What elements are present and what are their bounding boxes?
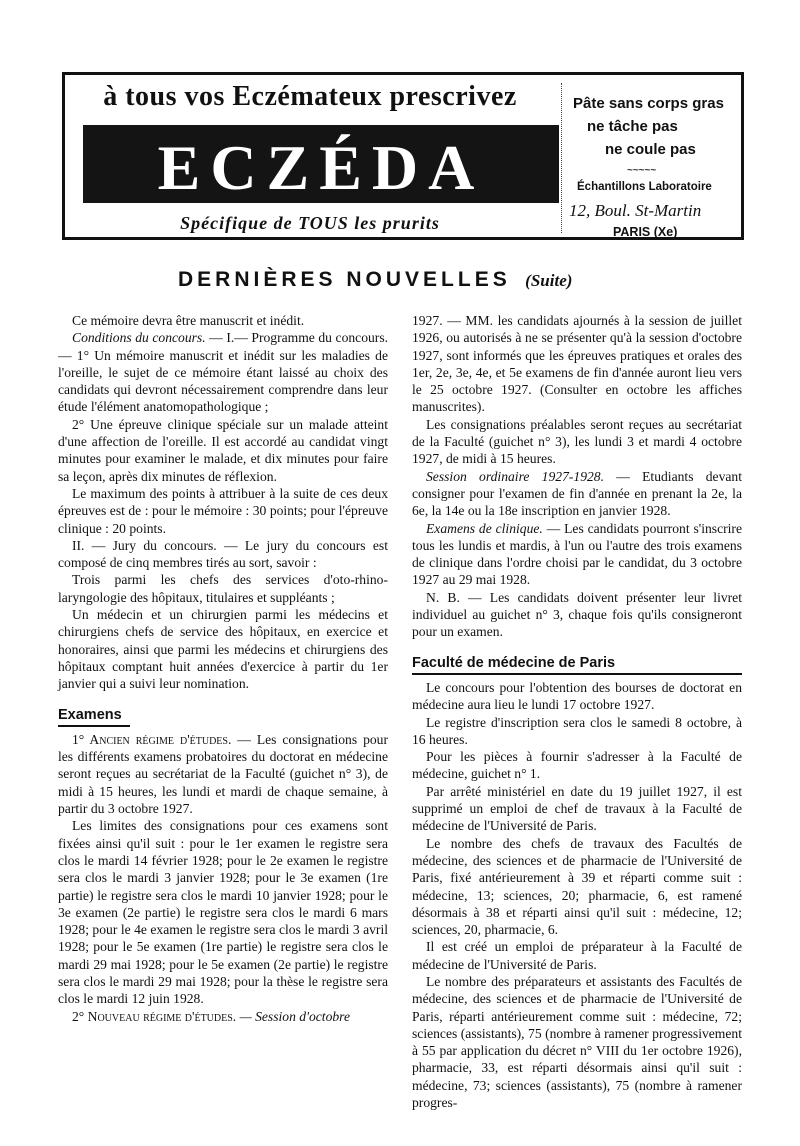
paragraph: Le concours pour l'obtention des bourses de doctorat en médecine aura lieu le lundi 17 octobre 1927. <box>412 679 742 713</box>
paragraph: Ce mémoire devra être manuscrit et inédit. <box>72 313 305 328</box>
paragraph-text: — Les consignations pour les différents examens probatoires du doctorat en médecine seront reçues au secrétariat de la Faculté (guichet n° 3), de midi à 15 heures, les lundi et mardi de chaque semaine, à partir du 3 octobre 1927. <box>58 731 388 817</box>
paragraph: II. — Jury du concours. — Le jury du concours est composé de cinq membres tirés au sort, savoir : <box>58 537 388 571</box>
page-title-main: DERNIÈRES NOUVELLES <box>178 268 511 291</box>
advert-claim-2: ne tâche pas <box>587 118 678 135</box>
advert-brand-logo: ECZÉDA <box>157 132 485 203</box>
paragraph-text: — Session d'octobre <box>236 1008 350 1024</box>
section-heading-faculte: Faculté de médecine de Paris <box>412 655 742 675</box>
page-title-suite: (Suite) <box>525 271 573 290</box>
advert-claim-3: ne coule pas <box>605 141 696 158</box>
paragraph: Pour les pièces à fournir s'adresser à la Faculté de médecine, guichet n° 1. <box>412 749 742 782</box>
right-column <box>412 312 742 1111</box>
advert-divider <box>561 83 562 233</box>
paragraph: Le registre d'inscription sera clos le samedi 8 octobre, à 16 heures. <box>412 714 742 747</box>
paragraph: Il est créé un emploi de préparateur à la Faculté de médecine de l'Université de Paris. <box>412 939 742 972</box>
paragraph <box>412 520 742 589</box>
paragraph: Les consignations préalables seront reçues au secrétariat de la Faculté (guichet n° 3), les lundi 3 et mardi 4 octobre 1927, de midi à 15 heures. <box>412 416 742 467</box>
paragraph-text: — Les candidats pourront s'inscrire tous les lundis et mardis, à l'un ou l'autre des trois examens de clinique dans l'ordre choisi par le candidat, du 3 octobre 1927 au 29 mai 1928. <box>412 520 742 588</box>
paragraph: Les limites des consignations pour ces examens sont fixées ainsi qu'il suit : pour le 1er examen le registre sera clos le mardi 14 février 1928; pour le 2e examen le registre sera clos le mardi 3 janvier 1928; pour le 3e examen (1re partie) le registre sera clos le mardi 10 janvier 1928; pour le 3e examen (2e partie) le registre sera clos le mardi 6 mars 1928; pour le 4e examen le registre sera clos le mardi 3 avril 1928; pour le 5e examen (1re partie) le registre sera clos le mardi 29 mai 1928; pour le 5e examen (2e partie) le registre sera clos le mardi 29 mai 1928; pour la thèse le registre sera clos le mardi 12 juin 1928. <box>58 818 388 1007</box>
page-title <box>178 268 572 292</box>
advert-headline: à tous vos Eczémateux prescrivez <box>103 81 517 112</box>
paragraph-label: 2° Nouveau régime d'études. <box>72 1008 237 1024</box>
advert-brand-banner <box>83 125 559 203</box>
section-heading-examens: Examens <box>58 707 388 727</box>
paragraph <box>58 329 388 415</box>
paragraph-text: — Etudiants devant consigner pour l'examen de fin d'année en prenant la 2e, la 6e, la 14e ou la 18e inscription en janvier 1928. <box>412 468 742 519</box>
advert-tagline: Spécifique de TOUS les prurits <box>180 213 440 233</box>
advert-left-panel <box>65 75 555 237</box>
paragraph: Le nombre des préparateurs et assistants des Facultés de médecine, des sciences et de pharmacie de l'Université de Paris, réparti antérieurement comme suit : médecine, 72; sciences (assistants), 75 (nombre à ramener progressivement à 55 par application du décret n° VIII du 1er octobre 1926), pharmacie, 33, est réparti désormais ainsi qu'il suit : médecine, 73; sciences (assistants), 75 (nombre à ramener progres- <box>412 973 742 1111</box>
paragraph: 2° Une épreuve clinique spéciale sur un malade atteint d'une affection de l'oreille. Il est accordé au candidat vingt minutes pour examiner le malade, et dix minutes pour faire sa leçon, après dix minutes de réflexion. <box>58 416 388 484</box>
paragraph: Par arrêté ministériel en date du 19 juillet 1927, il est supprimé un emploi de chef de travaux à la Faculté de médecine de l'Université de Paris. <box>412 783 742 834</box>
paragraph-label: Conditions du concours. <box>72 330 206 346</box>
left-column <box>58 312 388 1025</box>
paragraph-label: Session ordinaire 1927-1928. <box>426 468 604 484</box>
paragraph: Le nombre des chefs de travaux des Facultés de médecine, des sciences et de pharmacie de l'Université de Paris, fixé antérieurement à 39 et réparti comme suit : médecine, 13; sciences, 20; pharmacie, 6, est ramené désormais à 38 et réparti ainsi qu'il suit : médecine, 12; sciences, 20, pharmacie, 6. <box>412 835 742 938</box>
advert-city: PARIS (Xe) <box>613 225 678 239</box>
advert-claim-1: Pâte sans corps gras <box>573 95 724 112</box>
paragraph <box>58 1008 388 1025</box>
paragraph: Un médecin et un chirurgien parmi les médecins et chirurgiens chefs de service des hôpitaux, en exercice et honoraires, ainsi que parmi les médecins et chirurgiens des hôpitaux comptant huit années d'exercice à partir du 1er janvier qui a suivi leur nomination. <box>58 607 388 692</box>
paragraph: N. B. — Les candidats doivent présenter leur livret individuel au guichet n° 3, chaque fois qu'ils consigneront pour un examen. <box>412 589 742 640</box>
paragraph: Le maximum des points à attribuer à la suite de ces deux épreuves est de : pour le mémoire : 30 points; pour l'épreuve clinique : 20 points. <box>58 485 388 536</box>
advert-samples: Échantillons Laboratoire <box>577 181 712 193</box>
paragraph: Trois parmi les chefs des services d'oto-rhino-laryngologie des hôpitaux, titulaires et suppléants ; <box>58 572 388 605</box>
paragraph: 1927. — MM. les candidats ajournés à la session de juillet 1926, ou autorisés à ne se présenter qu'à la session d'octobre 1927, sont informés que les épreuves pratiques et orales des 1er, 2e, 3e, 4e, et 5e examens de fin d'année auront lieu vers le 25 octobre 1927. (Consulter en octobre les affiches manuscrites). <box>412 313 742 415</box>
paragraph <box>58 731 388 817</box>
paragraph-label: 1° Ancien régime d'études. <box>72 731 232 747</box>
advert-ornament: ~~~~~ <box>627 165 657 176</box>
advert-box <box>62 72 744 240</box>
paragraph <box>412 468 742 520</box>
paragraph-label: Examens de clinique. <box>426 520 543 536</box>
paragraph-text: — I.— Programme du concours. — 1° Un mémoire manuscrit et inédit sur les maladies de l'oreille, le sujet de ce mémoire étant laissé au choix des candidats qui devront nécessairement comprendre dans leur étude l'élément anatomopathologique ; <box>58 330 389 415</box>
advert-address: 12, Boul. St-Martin <box>569 201 702 220</box>
